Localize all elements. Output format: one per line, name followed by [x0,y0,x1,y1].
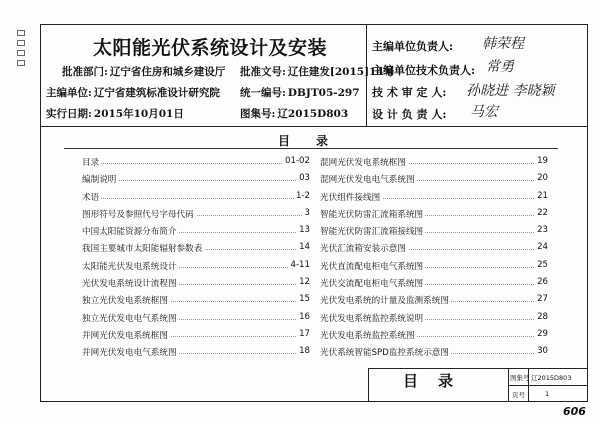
toc-entry-title: 独立光伏发电系统框图 [82,296,168,307]
toc-entry [80,312,312,329]
approval-dept-label: 批准部门: [62,66,108,78]
title-block-top-line [368,368,588,369]
unified-no-label: 统一编号: [240,87,286,99]
toc-entry-title: 编制说明 [82,175,117,186]
toc-entry-title: 并网光伏发电系统框图 [82,330,168,341]
effective-date [46,106,184,121]
toc-entry [80,346,312,363]
toc-entry-page: 19 [537,156,548,166]
toc-entry-page: 03 [299,173,310,184]
responsible-technical-head: 主编单位技术负责人: [372,64,476,77]
toc-entry-page: 15 [299,294,310,305]
title-block-line [508,385,588,386]
effective-date-label: 实行日期: [46,108,92,120]
toc-entry-page: 18 [299,346,310,357]
toc-entry [80,225,312,242]
toc-entry-title: 光伏发电系统监控系统图 [320,330,415,341]
toc-entry [80,277,312,294]
toc-entry [80,260,312,277]
toc-entry-page: 21 [537,190,548,201]
toc-entry-page: 13 [299,225,310,236]
signature-technical-head: 常勇 [486,59,514,75]
title-block-page-value: 1 [545,390,550,398]
toc-entry-title: 光伏组件接线图 [320,192,381,203]
header-divider-horizontal [40,126,588,127]
atlas-no-value: 辽2015D803 [277,108,349,120]
toc-entry [318,329,550,346]
toc-entry [80,191,312,208]
toc-entry-title: 混网光伏发电电气系统图 [320,175,415,186]
responsible-design-lead: 设 计 负 责 人: [372,108,447,121]
toc-entry-title: 术语 [82,192,100,203]
toc-entry-page: 24 [537,242,548,253]
toc-entry-page: 20 [537,173,548,184]
toc-entry [80,156,312,173]
toc-entry-title: 目录 [82,158,100,168]
binding-marks [14,30,26,66]
toc-entry [318,225,550,242]
toc-entry-title: 并网光伏发电电气系统图 [82,348,177,359]
editor-unit-value: 辽宁省建筑标准设计研究院 [93,87,220,99]
toc-entry-title: 太阳能光伏发电系统设计 [82,261,177,272]
toc-column-left [80,156,312,364]
signature-design-lead: 马宏 [470,104,498,120]
title-block-title: 目录 [402,372,473,390]
toc-entry [80,242,312,259]
toc-entry-page: 26 [537,277,548,288]
toc-entry-title: 中国太阳能资源分布简介 [82,227,177,238]
unified-no-value: DBJT05-297 [287,87,360,99]
toc-entry [80,294,312,311]
toc-entry-title: 独立光伏发电电气系统图 [82,313,177,324]
toc-entry [318,312,550,329]
toc-entry-page: 22 [537,207,548,218]
toc-entry-page: 23 [537,225,548,236]
toc-entry-page: 25 [537,259,548,270]
toc-heading: 目录 [278,134,355,148]
toc-entry [318,242,550,259]
toc-entry-title: 光伏发电系统的计量及监测系统图 [320,296,449,307]
toc-entry-title: 我国主要城市太阳能辐射参数表 [82,244,203,255]
toc-leader-dots [80,198,312,199]
toc-entry [318,208,550,225]
toc-entry [318,191,550,208]
toc-column-right [318,156,550,364]
toc-entry-title: 光伏发电系统设计流程图 [82,279,177,290]
approval-doc-value: 辽住建发[2015]14号 [287,66,395,78]
toc-entry-page: 14 [299,242,310,253]
toc-entry-page: 28 [537,311,548,322]
approval-dept-value: 辽宁省住房和城乡建设厅 [109,66,226,78]
toc-entry-title: 图形符号及参照代号字母代码 [82,209,194,220]
approval-dept [62,64,225,79]
toc-entry [318,346,550,363]
toc-entry-title: 光伏交流配电柜电气系统图 [320,279,424,290]
toc-entry-title: 光伏系统智能SPD监控系统示意图 [320,348,449,359]
atlas-no [240,106,348,121]
toc-entry-page: 30 [537,346,548,357]
approval-doc-label: 批准文号: [240,66,286,78]
toc-entry [318,294,550,311]
toc-entry-title: 光伏直流配电柜电气系统图 [320,261,424,272]
responsible-reviewer: 技 术 审 定 人: [372,86,447,99]
title-block-atlas-label: 图集号 [510,374,530,382]
toc-entry-page: 3 [304,207,310,218]
toc-entry [80,208,312,225]
atlas-title: 太阳能光伏系统设计及安装 [92,37,327,59]
toc-entry-page: 17 [299,328,310,339]
toc-entry [318,260,550,277]
page-number: 606 [563,405,586,418]
toc-entry-title: 光伏发电系统监控系统说明 [320,313,424,324]
toc-entry-title: 混网光伏发电系统框图 [320,158,406,168]
toc-entry-page: 01-02 [285,156,310,166]
toc-entry [80,329,312,346]
toc-entry-page: 12 [299,277,310,288]
toc-entry-page: 16 [299,311,310,322]
title-block-page-label: 页号 [512,391,525,399]
toc-divider [64,148,558,149]
toc-entry [318,173,550,190]
title-block-atlas-value: 辽2015D803 [531,374,572,382]
effective-date-value: 2015年10月01日 [93,108,184,120]
toc-entry-page: 29 [537,328,548,339]
editor-unit [46,85,220,100]
toc-entry-title: 光伏汇流箱安装示意图 [320,244,406,255]
signature-reviewer: 孙晓进 李晓颖 [466,83,555,99]
toc-leader-dots [80,163,312,164]
editor-unit-label: 主编单位: [46,87,92,99]
toc-entry-page: 4-11 [290,259,310,270]
responsible-editor-unit-head: 主编单位负责人: [372,40,454,53]
toc-entry [80,173,312,190]
toc-entry [318,277,550,294]
signature-editor-unit-head: 韩荣程 [482,36,524,52]
toc-entry-title: 智能光伏防雷汇流箱系统图 [320,209,424,220]
toc-entry-page: 1-2 [295,190,310,201]
unified-no [240,85,360,100]
toc-entry-title: 智能光伏防雷汇流箱接线图 [320,227,424,238]
toc-entry [318,156,550,173]
toc-entry-page: 27 [537,294,548,305]
atlas-no-label: 图集号: [240,108,276,120]
